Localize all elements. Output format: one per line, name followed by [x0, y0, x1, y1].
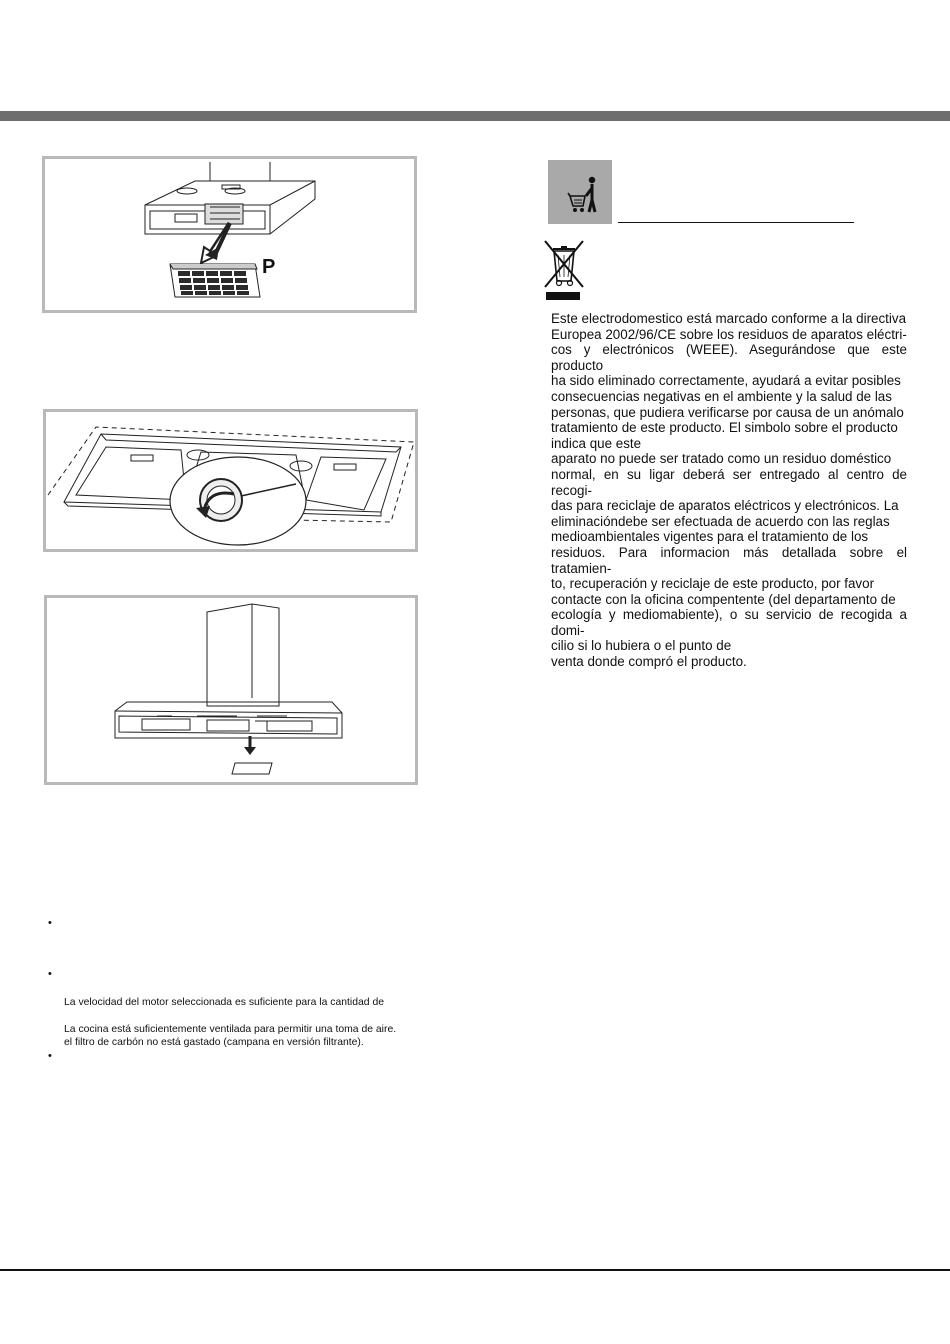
paragraph-line: to, recuperación y reciclaje de este producto, por favor	[551, 576, 875, 592]
figure-lamp-replacement	[43, 409, 418, 552]
heading-rule	[618, 222, 854, 223]
figure-grease-filter	[44, 595, 418, 785]
weee-paragraph	[551, 311, 907, 670]
paragraph-line: cilio si lo hubiera o el punto de	[551, 638, 732, 654]
island-hood-illustration	[47, 598, 415, 782]
crossed-bin-icon	[541, 237, 587, 296]
paragraph-line: normal, en su ligar deberá ser entregado al centro de recogi-	[551, 466, 907, 498]
paragraph-line: residuos. Para informacion más detallada sobre el tratamien-	[551, 544, 907, 576]
paragraph-line: das para reciclaje de aparatos eléctricos y electrónicos. La	[551, 498, 899, 514]
paragraph-line: indica que este	[551, 435, 642, 451]
paragraph-line: Este electrodomestico está marcado conforme a la directiva	[551, 311, 907, 326]
paragraph-line: contacte con la oficina compentente (del departamento de	[551, 591, 896, 607]
shopping-cart-person-icon	[548, 160, 612, 224]
paragraph-line: ha sido eliminado correctamente, ayudará a evitar posibles	[551, 373, 901, 389]
paragraph-line: consecuencias negativas en el ambiente y la salud de las	[551, 388, 892, 404]
paragraph-line: Europea 2002/96/CE sobre los residuos de aparatos eléctri-	[551, 326, 907, 342]
filter-label: P	[262, 256, 276, 278]
hood-lamp-illustration	[46, 412, 415, 549]
check-line-ventilation: La cocina está suficientemente ventilada para permitir una toma de aire.	[64, 1024, 397, 1035]
paragraph-line: medioambientales vigentes para el tratamiento de los	[551, 529, 869, 545]
figure-charcoal-filter	[42, 156, 417, 313]
paragraph-line: ecología y mediomabiente), o su servicio de recogida a domi-	[551, 607, 907, 638]
bullet-marker: •	[48, 1050, 52, 1062]
hood-filter-illustration	[45, 159, 414, 310]
check-line-carbon-filter: el filtro de carbón no está gastado (campana en versión filtrante).	[64, 1037, 364, 1048]
footer-rule	[0, 1269, 950, 1271]
bullet-marker: •	[48, 968, 52, 980]
paragraph-line: aparato no puede ser tratado como un residuo doméstico	[551, 451, 892, 467]
weee-pictogram	[548, 160, 612, 224]
bullet-marker: •	[48, 917, 52, 929]
paragraph-line: eliminacióndebe ser efectuada de acuerdo con las reglas	[551, 513, 890, 529]
check-line-motor-speed: La velocidad del motor seleccionada es suficiente para la cantidad de	[64, 997, 385, 1008]
paragraph-line: cos y electrónicos (WEEE). Asegurándose que este producto	[551, 342, 907, 373]
paragraph-line: venta donde compró el producto.	[551, 654, 747, 670]
bin-bar-marker	[546, 292, 580, 300]
header-band	[0, 111, 950, 121]
paragraph-line: tratamiento de este producto. El simbolo sobre el producto	[551, 420, 898, 436]
paragraph-line: personas, que pudiera verificarse por causa de un anómalo	[551, 404, 904, 420]
